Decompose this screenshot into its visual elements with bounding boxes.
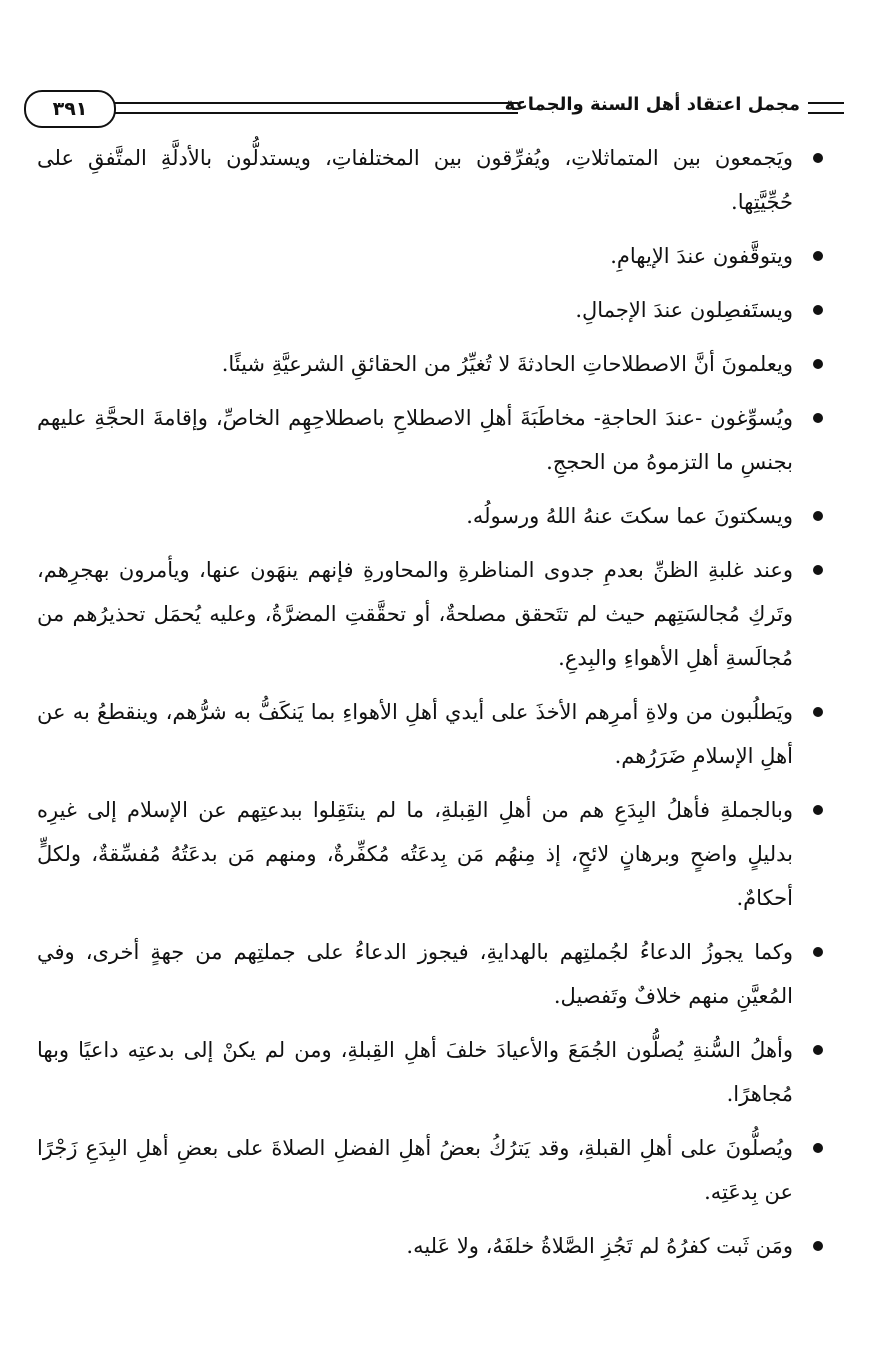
running-header [24,88,848,132]
list-item [37,1028,827,1116]
list-item [37,136,827,224]
list-item-text: ويتوقَّفون عندَ الإيهامِ. [610,244,793,268]
list-item-text: ويَجمعون بين المتماثلاتِ، ويُفرِّقون بين المختلفاتِ، ويستدلُّون بالأدلَّةِ المتَّفقِ على حُجِّيَّتِها. [37,146,793,214]
list-item-text: وأهلُ السُّنةِ يُصلُّون الجُمَعَ والأعيادَ خلفَ أهلِ القِبلةِ، ومن لم يكنْ إلى بدعتِه داعيًا وبها مُجاهرًا. [37,1038,793,1106]
list-item [37,788,827,920]
list-item-text: وبالجملةِ فأهلُ البِدَعِ هم من أهلِ القِبلةِ، ما لم ينتَقِلوا ببدعتِهم عن الإسلام إلى غيرِه بدليلٍ واضحٍ وبرهانٍ لائحٍ، إذ مِنهُم مَن بِدعَتُه مُكفِّرةٌ، ومنهم مَن بدعَتُهُ مُفسِّقةٌ، ولكلٍّ أحكامٌ. [37,798,793,910]
list-item [37,494,827,538]
list-item [37,234,827,278]
list-item [37,342,827,386]
list-item [37,690,827,778]
bullet-icon [813,413,823,423]
list-item-text: ويعلمونَ أنَّ الاصطلاحاتِ الحادثةَ لا تُغيِّرُ من الحقائقِ الشرعيَّةِ شيئًا. [221,352,793,376]
bullet-icon [813,805,823,815]
list-item [37,930,827,1018]
bullet-icon [813,305,823,315]
list-item-text: ويسكتونَ عما سكتَ عنهُ اللهُ ورسولُه. [466,504,793,528]
bullet-icon [813,1045,823,1055]
header-ornament-dash [808,102,844,114]
list-item-text: ويَطلُبون من ولاةِ أمرِهم الأخذَ على أيدي أهلِ الأهواءِ بما يَنكَفُّ به شرُّهم، وينقطعُ به عن أهلِ الإسلامِ ضَرَرُهم. [37,700,793,768]
bullet-icon [813,947,823,957]
bullet-icon [813,251,823,261]
list-item [37,548,827,680]
bullet-icon [813,153,823,163]
list-item [37,1126,827,1214]
list-item-text: ويُصلُّونَ على أهلِ القبلةِ، وقد يَترُكُ بعضُ أهلِ الفضلِ الصلاةَ على بعضِ أهلِ البِدَعِ زَجْرًا عن بِدعَتِه. [37,1136,793,1204]
bullet-icon [813,511,823,521]
running-header-title: مجمل اعتقاد أهل السنة والجماعة [499,94,800,115]
bullet-icon [813,1143,823,1153]
list-item-text: وعند غلبةِ الظنِّ بعدمِ جدوى المناظرةِ والمحاورةِ فإنهم ينهَون عنها، ويأمرون بهجرِهم، وتَركِ مُجالسَتِهم حيث لم تتَحقق مصلحةٌ، أو تحقَّقتِ المضرَّةُ، وعليه يُحمَل تحذيرُهم من مُجالَسةِ أهلِ الأهواءِ والبِدعِ. [37,558,793,670]
list-item [37,288,827,332]
list-item-text: ويستَفصِلون عندَ الإجمالِ. [575,298,793,322]
list-item [37,396,827,484]
list-item-text: ومَن ثَبت كفرُهُ لم تَجُزِ الصَّلاةُ خلفَهُ، ولا عَليه. [406,1234,793,1258]
bullet-icon [813,565,823,575]
bullet-list [37,136,827,1278]
page-number: ٣٩١ [24,90,116,128]
bullet-icon [813,707,823,717]
bullet-icon [813,1241,823,1251]
list-item-text: وكما يجوزُ الدعاءُ لجُملتِهم بالهدايةِ، فيجوز الدعاءُ على جملتِهم من جهةٍ أخرى، وفي المُعيَّنِ منهم خلافٌ وتَفصيل. [37,940,793,1008]
list-item [37,1224,827,1268]
bullet-icon [813,359,823,369]
list-item-text: ويُسوِّغون -عندَ الحاجةِ- مخاطَبَةَ أهلِ الاصطلاحِ باصطلاحِهِم الخاصِّ، وإقامةَ الحجَّةِ عليهم بجنسِ ما التزموهُ من الحججِ. [37,406,793,474]
header-rule [114,102,518,114]
